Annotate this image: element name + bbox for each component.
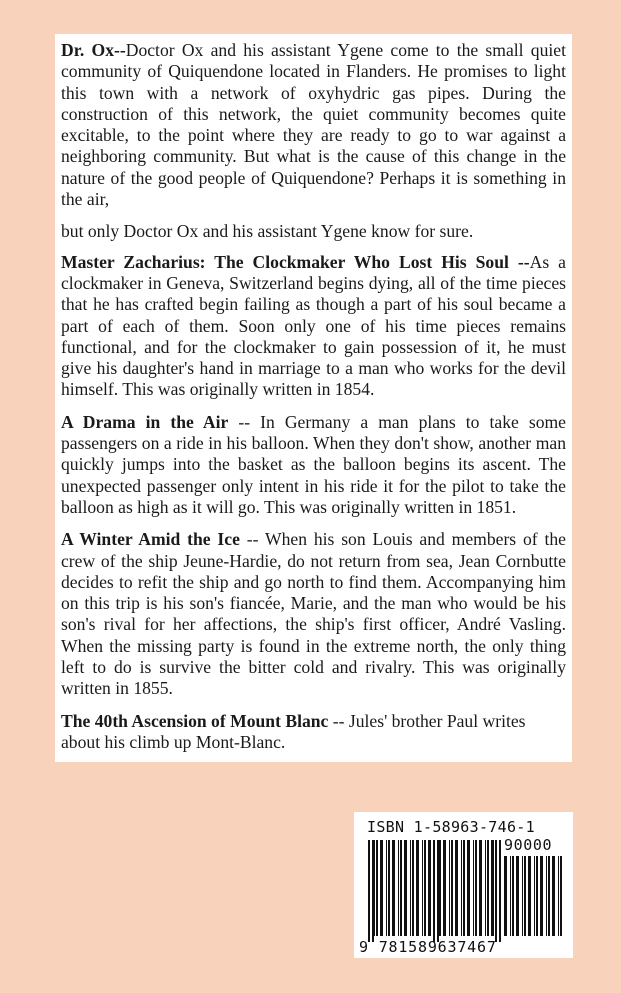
barcode-bar: [463, 840, 465, 936]
price-code-bar: [522, 856, 523, 936]
price-code-bar: [524, 856, 526, 936]
isbn-label: ISBN 1-58963-746-1: [367, 818, 535, 836]
price-code-bar: [512, 856, 514, 936]
barcode-bar: [449, 840, 450, 936]
barcode-bar: [388, 840, 390, 936]
price-code-bar: [558, 856, 559, 936]
barcode-bar: [455, 840, 458, 936]
barcode-bar: [485, 840, 486, 936]
barcode-bar: [424, 840, 426, 936]
price-code-bar: [536, 856, 538, 936]
barcode-guard-bar: [372, 840, 374, 942]
barcode-bar: [451, 840, 453, 936]
barcode-bar: [428, 840, 431, 936]
barcode-guard-bar: [433, 840, 435, 942]
barcode-bar: [443, 840, 446, 936]
barcode-bar: [416, 840, 419, 936]
barcode-bar: [376, 840, 378, 936]
entry-text: As a clockmaker in Geneva, Switzerland begins dying, all of the time pieces that he has crafted begin failing as though a part of his soul became a part of each of them. Soon only one of his time pieces remains functional, and for the clockmaker to gain possession of it, he must give his daughter's hand in marriage to a man who works for the devil himself. This was originally written in 1854.: [61, 251, 566, 400]
barcode-bar: [404, 840, 407, 936]
entry-drama-in-the-air: [61, 412, 566, 518]
barcode-bar: [386, 840, 387, 936]
entry-text: When his son Louis and members of the crew of the ship Jeune-Hardie, do not return from sea, Jean Cornbutte decides to refit the ship and go north to find them. Accompanying him on this trip is his son's fiancée, Marie, and the man who would be his son's rival for her affections, the ship's first officer, André Vasling. When the missing party is found in the extreme north, the only thing left to do is survive the bitter cold and rivalry. This was originally written in 1855.: [61, 529, 566, 699]
barcode-bar: [380, 840, 383, 936]
price-code-bar: [516, 856, 519, 936]
barcode-bar: [374, 840, 375, 936]
entry-separator: --: [508, 251, 530, 272]
barcode-bar: [475, 840, 477, 936]
isbn-barcode: [354, 812, 573, 958]
entry-text: Jules' brother Paul writes about his climb up Mont-Blanc.: [61, 710, 526, 752]
price-code-bar: [546, 856, 547, 936]
barcode-bar: [439, 840, 441, 936]
barcode-bar: [410, 840, 411, 936]
entry-separator: --: [328, 710, 349, 731]
entry-separator: --: [239, 529, 265, 550]
entry-dr-ox: [61, 40, 566, 210]
entry-text: but only Doctor Ox and his assistant Ygene know for sure.: [61, 221, 474, 242]
entry-separator: --: [114, 40, 126, 60]
price-code-bar: [534, 856, 535, 936]
entry-title: A Drama in the Air: [61, 411, 229, 432]
ean-remaining-digits: 781589637467: [378, 938, 497, 956]
barcode-bar: [400, 840, 402, 936]
entry-dr-ox-continued: [61, 221, 566, 242]
barcode-guard-bar: [499, 840, 501, 942]
barcode-bar: [392, 840, 395, 936]
ean-first-digit: 9: [359, 938, 369, 956]
barcode-guard-bar: [495, 840, 497, 942]
synopsis-panel: [55, 34, 572, 762]
entry-title: A Winter Amid the Ice: [61, 529, 240, 550]
barcode-bar: [473, 840, 474, 936]
barcode-bar: [412, 840, 414, 936]
entry-text: In Germany a man plans to take some passengers on a ride in his balloon. When they don't show, another man quickly jumps into the basket as the balloon begins its ascent. The unexpected passenger only intent in his ride it for the pilot to take the balloon as high as it will go. This was originally written in 1851.: [61, 411, 566, 517]
price-code-bar: [504, 856, 507, 936]
entry-title: Master Zacharius: The Clockmaker Who Lost His Soul: [61, 251, 509, 272]
price-code-bar: [548, 856, 550, 936]
barcode-bar: [461, 840, 462, 936]
entry-master-zacharius: [61, 252, 566, 401]
barcode-bar: [422, 840, 423, 936]
barcode-bar: [487, 840, 489, 936]
entry-text: Doctor Ox and his assistant Ygene come to the small quiet community of Quiquendone located in Flanders. He promises to light this town with a network of oxyhydric gas pipes. During the construction of this network, the quiet community becomes quite excitable, to the point where they are ready to go to war against a neighboring community. But what is the cause of this change in the nature of the good people of Quiquendone? Perhaps it is something in the air,: [61, 40, 566, 210]
entry-ascension-mount-blanc: [61, 711, 566, 754]
price-code-bar: [510, 856, 511, 936]
entry-separator: --: [228, 411, 261, 432]
barcode-bar: [398, 840, 399, 936]
price-code-bar: [552, 856, 555, 936]
entry-title: Dr. Ox: [61, 40, 115, 60]
ean-digits: [359, 938, 497, 956]
price-code-bar: [540, 856, 543, 936]
barcode-bar: [491, 840, 494, 936]
barcode-bar: [479, 840, 482, 936]
price-code-bar: [528, 856, 531, 936]
price-code-digits: 90000: [504, 836, 553, 854]
barcode-guard-bar: [368, 840, 370, 942]
entry-winter-amid-the-ice: [61, 529, 566, 699]
price-code-bar: [560, 856, 562, 936]
barcode-bar: [467, 840, 470, 936]
entry-title: The 40th Ascension of Mount Blanc: [61, 710, 329, 731]
barcode-guard-bar: [437, 840, 439, 942]
